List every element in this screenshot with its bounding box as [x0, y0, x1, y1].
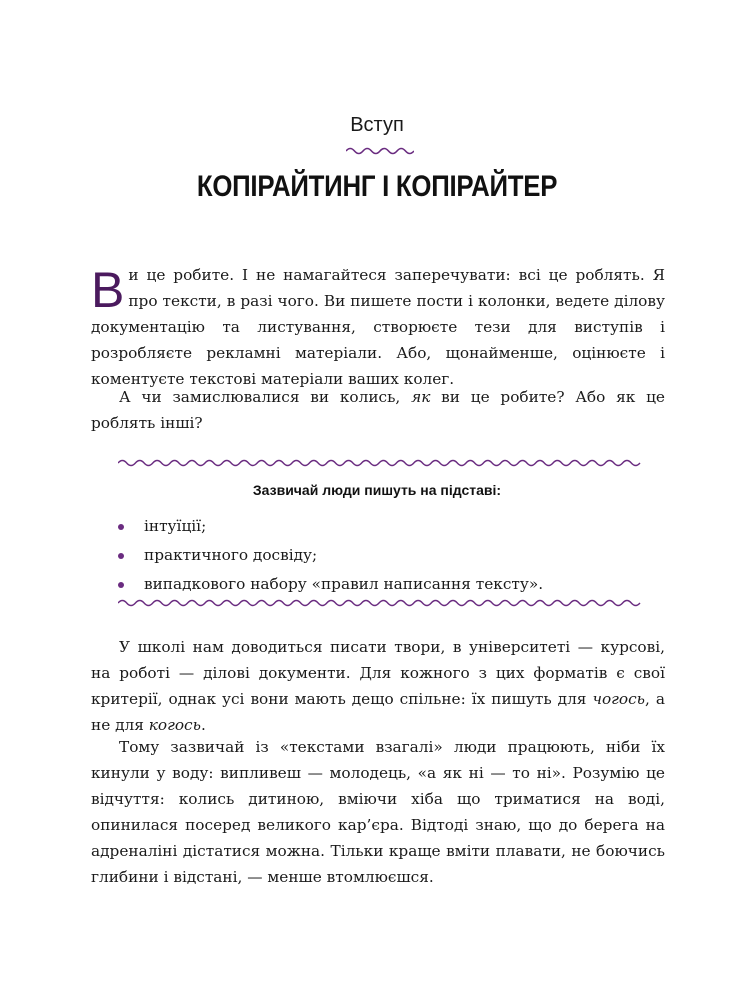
bullet-text: інтуїції; — [144, 517, 207, 535]
paragraph-3-text: У школі нам доводиться писати твори, в університеті — курсові, на роботі — ділові документи. Для кожного з цих форматів є свої критерії, однак усі вони мають дещо спільне: їх пишуть для — [91, 638, 665, 708]
paragraph-3-text-end: . — [200, 716, 206, 734]
bullet-item — [118, 570, 543, 599]
drop-cap: В — [91, 262, 125, 318]
paragraph-3-emphasis-1: чогось — [592, 690, 645, 708]
chapter-title: КОПІРАЙТИНГ І КОПІРАЙТЕР — [196, 170, 558, 203]
bullet-dot-icon — [118, 524, 124, 530]
bullet-text: випадкового набору «правил написання тексту». — [144, 575, 544, 593]
intro-paragraph — [91, 262, 665, 392]
paragraph-2-text: А чи замислювалися ви колись, — [119, 388, 412, 406]
bullet-dot-icon — [118, 553, 124, 559]
intro-text: и це робите. І не намагайтеся заперечувати: всі це роблять. Я про тексти, в разі чого. Ви пишете пости і колонки, ведете ділову документацію та листування, створюєте тези для виступів і розробляєте рекламні матеріали. Або, щонайменше, оцінюєте і коментуєте текстові матеріали ваших колег. — [91, 266, 665, 388]
paragraph-2-emphasis: як — [411, 388, 431, 406]
bullet-list — [118, 512, 543, 599]
bullet-dot-icon — [118, 582, 124, 588]
bullet-item — [118, 512, 543, 541]
box-title: Зазвичай люди пишуть на підставі: — [252, 482, 502, 498]
section-label: Вступ — [350, 114, 404, 136]
paragraph-4: Тому зазвичай із «текстами взагалі» люди працюють, ніби їх кинули у воду: випливеш — молодець, «а як ні — то ні». Розумію це відчуття: колись дитиною, вміючи хіба що триматися на воді, опинилася посеред великого кар’єра. Відтоді знаю, що до берега на адреналіні дістатися можна. Тільки краще вміти плавати, не боючись глибини і відстані, — менше втомлюєшся. — [91, 738, 665, 886]
bullet-item — [118, 541, 543, 570]
paragraph-3-emphasis-2: когось — [148, 716, 201, 734]
bullet-text: практичного досвіду; — [144, 546, 318, 564]
title-wave-divider — [346, 146, 414, 156]
box-bottom-wave-divider — [118, 598, 642, 608]
paragraph-2-text-end: ви це робите? Або як це роблять інші? — [91, 388, 665, 432]
paragraph-3 — [91, 634, 665, 738]
box-top-wave-divider — [118, 458, 642, 468]
paragraph-2 — [91, 384, 665, 436]
paragraph-3-text-mid: , а не для — [91, 690, 665, 734]
